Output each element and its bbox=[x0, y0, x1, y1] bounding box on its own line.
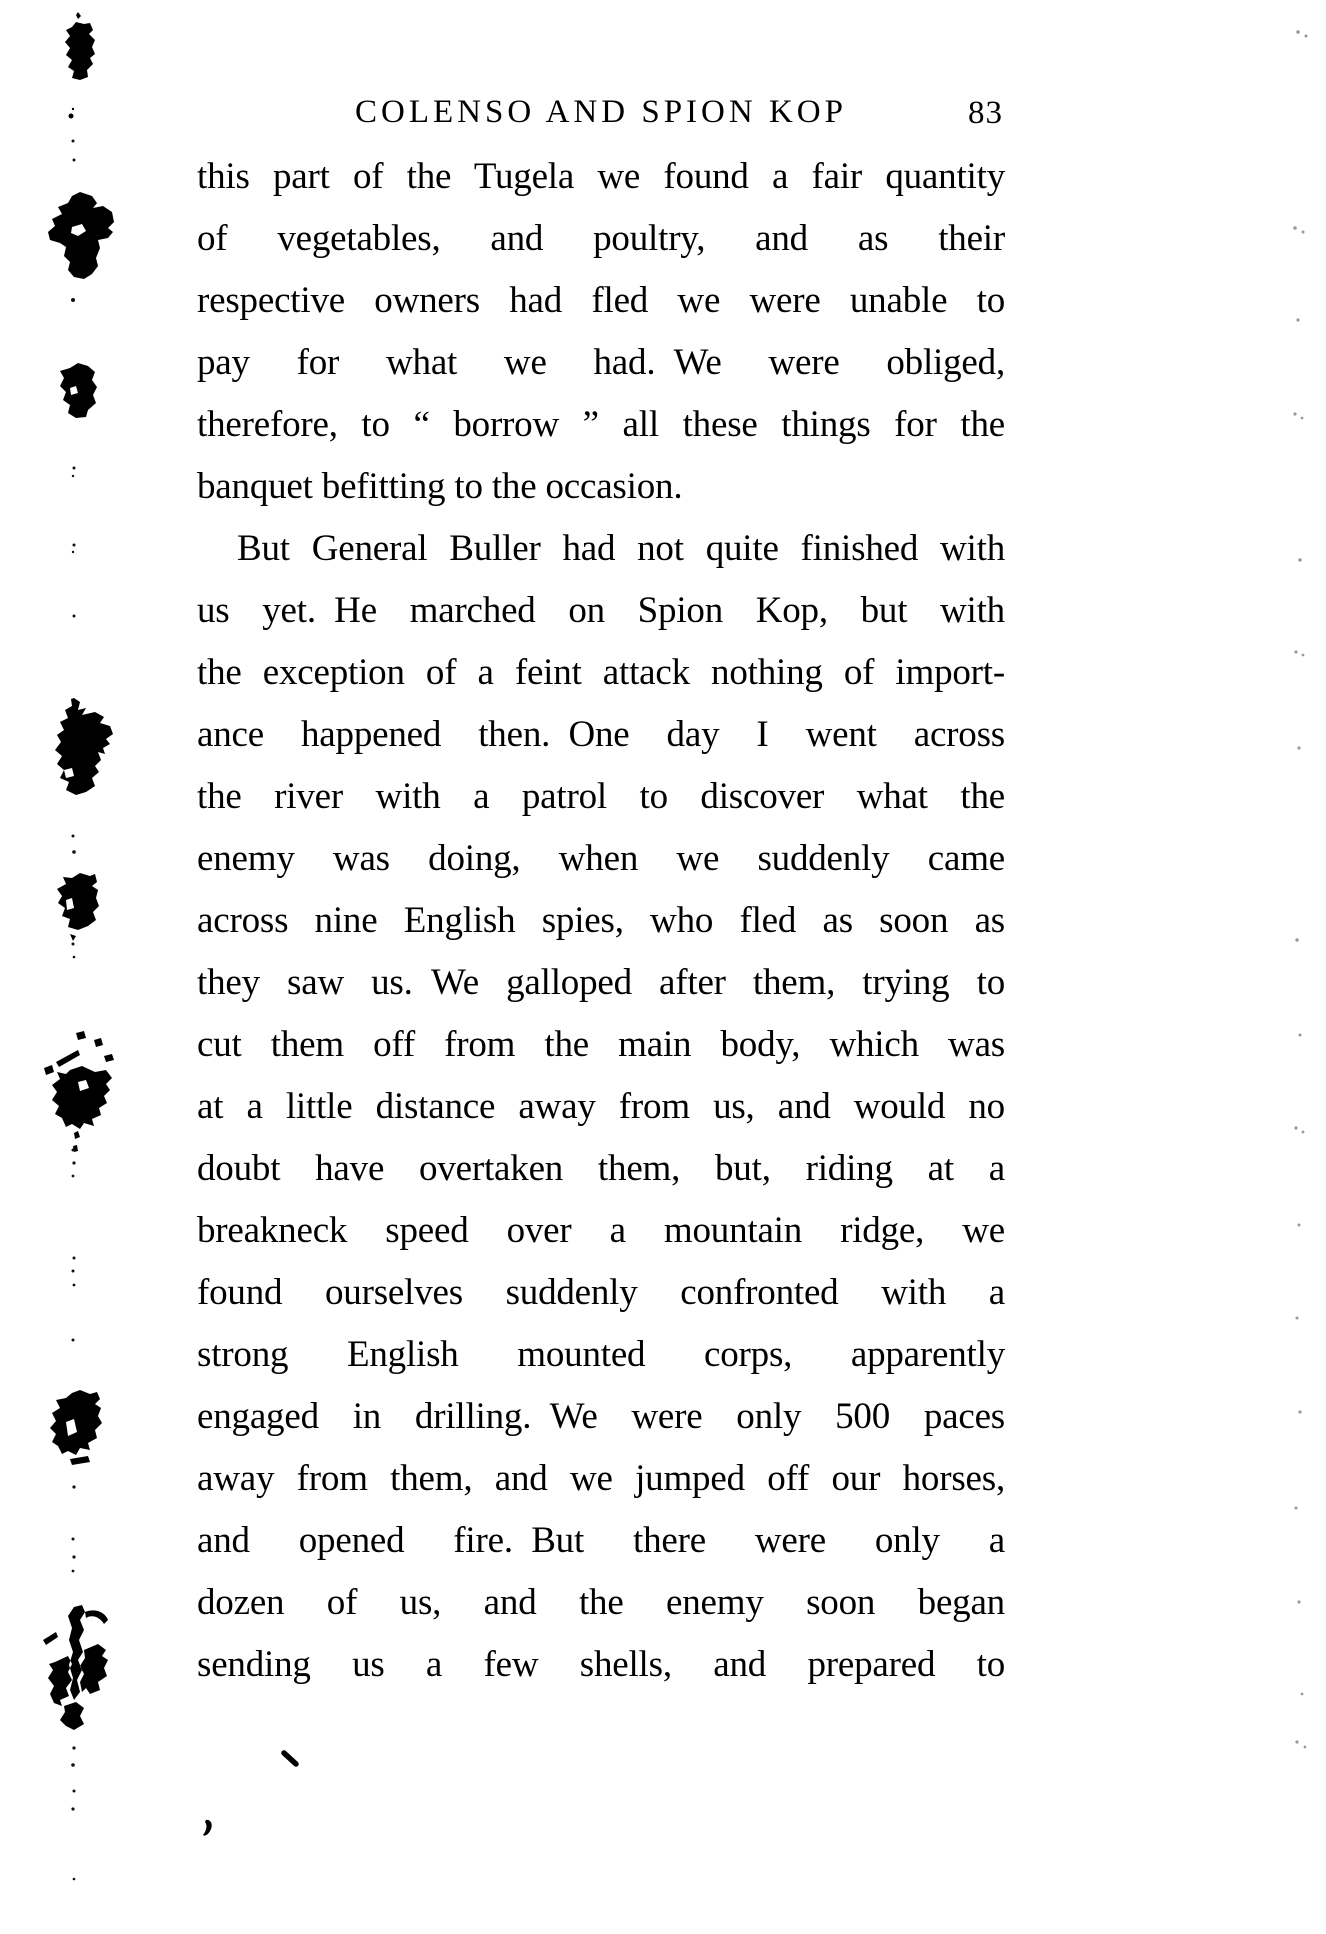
text-line: breakneck speed over a mountain ridge, we bbox=[197, 1210, 1005, 1251]
text-line: banquet befitting to the occasion. bbox=[197, 466, 683, 507]
text-line: the exception of a feint attack nothing of import- bbox=[197, 652, 1005, 693]
binding-crease-dots bbox=[71, 140, 76, 1881]
ink-blot bbox=[65, 12, 95, 80]
text-line: this part of the Tugela we found a fair quantity bbox=[197, 156, 1005, 197]
text-line: the river with a patrol to discover what the bbox=[197, 776, 1005, 817]
ink-blot bbox=[55, 698, 113, 795]
text-line: at a little distance away from us, and would no bbox=[197, 1086, 1005, 1127]
text-line: But General Buller had not quite finished with bbox=[237, 528, 1005, 569]
text-line: dozen of us, and the enemy soon began bbox=[197, 1582, 1005, 1623]
text-line: pay for what we had. We were obliged, bbox=[197, 342, 1005, 383]
ink-speck bbox=[69, 114, 74, 119]
running-head: COLENSO AND SPION KOP bbox=[355, 94, 847, 130]
stray-comma-mark bbox=[203, 1820, 212, 1836]
text-line: they saw us. We galloped after them, trying to bbox=[197, 962, 1005, 1003]
page-number: 83 bbox=[968, 95, 1003, 131]
stray-stroke-mark bbox=[284, 1753, 296, 1764]
right-margin-specks bbox=[1293, 30, 1307, 1748]
text-line: and opened fire. But there were only a bbox=[197, 1520, 1005, 1561]
page-header bbox=[197, 94, 1005, 138]
text-line: away from them, and we jumped off our horses, bbox=[197, 1458, 1005, 1499]
text-line: ance happened then. One day I went across bbox=[197, 714, 1005, 755]
text-line: across nine English spies, who fled as soon as bbox=[197, 900, 1005, 941]
ink-speck bbox=[72, 108, 74, 110]
text-line: therefore, to “ borrow ” all these things for the bbox=[197, 404, 1005, 445]
ink-blot bbox=[43, 1605, 108, 1730]
ink-blot bbox=[50, 1390, 102, 1465]
text-line: respective owners had fled we were unable to bbox=[197, 280, 1005, 321]
text-line: doubt have overtaken them, but, riding at a bbox=[197, 1148, 1005, 1189]
page-text bbox=[197, 146, 1005, 1696]
text-line: sending us a few shells, and prepared to bbox=[197, 1644, 1005, 1685]
ink-blot bbox=[60, 363, 97, 418]
text-line: engaged in drilling. We were only 500 paces bbox=[197, 1396, 1005, 1437]
text-line: us yet. He marched on Spion Kop, but with bbox=[197, 590, 1005, 631]
text-line: found ourselves suddenly confronted with a bbox=[197, 1272, 1005, 1313]
ink-blot bbox=[44, 1031, 114, 1152]
text-line: of vegetables, and poultry, and as their bbox=[197, 218, 1005, 259]
text-line: cut them off from the main body, which was bbox=[197, 1024, 1005, 1065]
text-line: enemy was doing, when we suddenly came bbox=[197, 838, 1005, 879]
text-line: strong English mounted corps, apparently bbox=[197, 1334, 1005, 1375]
ink-blot bbox=[57, 873, 99, 941]
ink-blot bbox=[48, 192, 114, 279]
